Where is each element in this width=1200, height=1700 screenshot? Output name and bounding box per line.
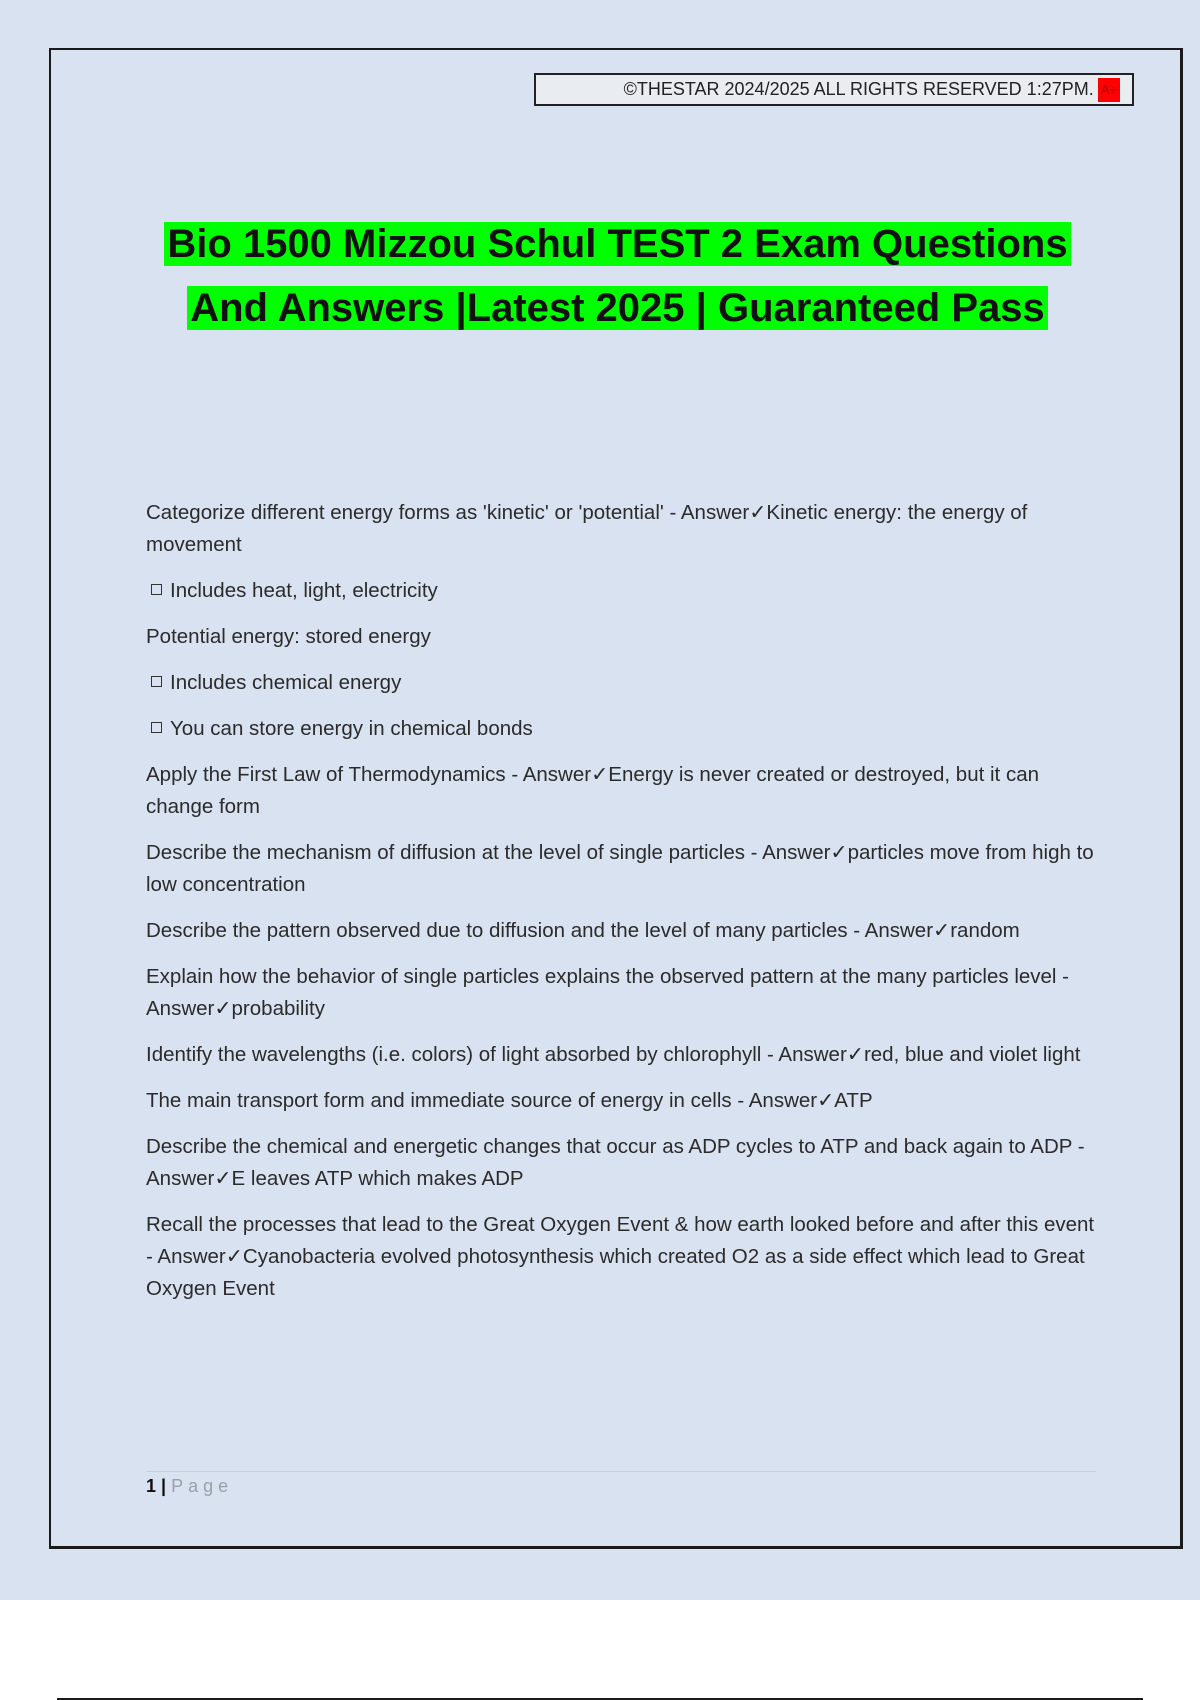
page-separator: |	[161, 1476, 167, 1496]
qa-item: Apply the First Law of Thermodynamics - Answer✓Energy is never created or destroyed, but it can change form	[146, 763, 1040, 818]
page-label: Page	[171, 1476, 234, 1496]
title-line-1: Bio 1500 Mizzou Schul TEST 2 Exam Questions	[164, 222, 1070, 266]
qa-item: Describe the mechanism of diffusion at the level of single particles - Answer✓particles move from high to low concentration	[146, 841, 1094, 896]
copyright-header	[534, 73, 1134, 106]
checkbox-bullet-icon	[151, 676, 162, 687]
bullet-text: Includes heat, light, electricity	[170, 579, 438, 602]
bullet-item	[151, 575, 1096, 607]
checkbox-bullet-icon	[151, 722, 162, 733]
grade-badge: A+	[1098, 78, 1120, 102]
document-title	[100, 212, 1135, 340]
bullet-item	[151, 713, 1096, 745]
page-number: 1	[146, 1476, 157, 1496]
qa-item: Categorize different energy forms as 'kinetic' or 'potential' - Answer✓Kinetic energy: the energy of movement	[146, 501, 1028, 556]
qa-item: Explain how the behavior of single particles explains the observed pattern at the many particles level - Answer✓probability	[146, 965, 1070, 1020]
title-line-2: And Answers |Latest 2025 | Guaranteed Pass	[187, 286, 1048, 330]
checkbox-bullet-icon	[151, 584, 162, 595]
qa-item: Recall the processes that lead to the Great Oxygen Event & how earth looked before and after this event - Answer✓Cyanobacteria evolved photosynthesis which created O2 as a side effect which lead to Great Oxygen Event	[146, 1213, 1095, 1300]
qa-item: Describe the chemical and energetic changes that occur as ADP cycles to ATP and back again to ADP - Answer✓E leaves ATP which makes ADP	[146, 1135, 1085, 1190]
footer-divider	[146, 1471, 1096, 1472]
qa-item: Identify the wavelengths (i.e. colors) of light absorbed by chlorophyll - Answer✓red, blue and violet light	[146, 1043, 1081, 1066]
qa-item: The main transport form and immediate source of energy in cells - Answer✓ATP	[146, 1089, 873, 1112]
bullet-item	[151, 667, 1096, 699]
bullet-text: You can store energy in chemical bonds	[170, 717, 533, 740]
page-footer	[146, 1473, 233, 1499]
qa-item: Describe the pattern observed due to diffusion and the level of many particles - Answer✓random	[146, 919, 1020, 942]
bullet-text: Includes chemical energy	[170, 671, 402, 694]
qa-content	[146, 497, 1096, 1319]
copyright-text: ©THESTAR 2024/2025 ALL RIGHTS RESERVED 1:27PM.	[623, 79, 1094, 99]
qa-item: Potential energy: stored energy	[146, 625, 431, 648]
